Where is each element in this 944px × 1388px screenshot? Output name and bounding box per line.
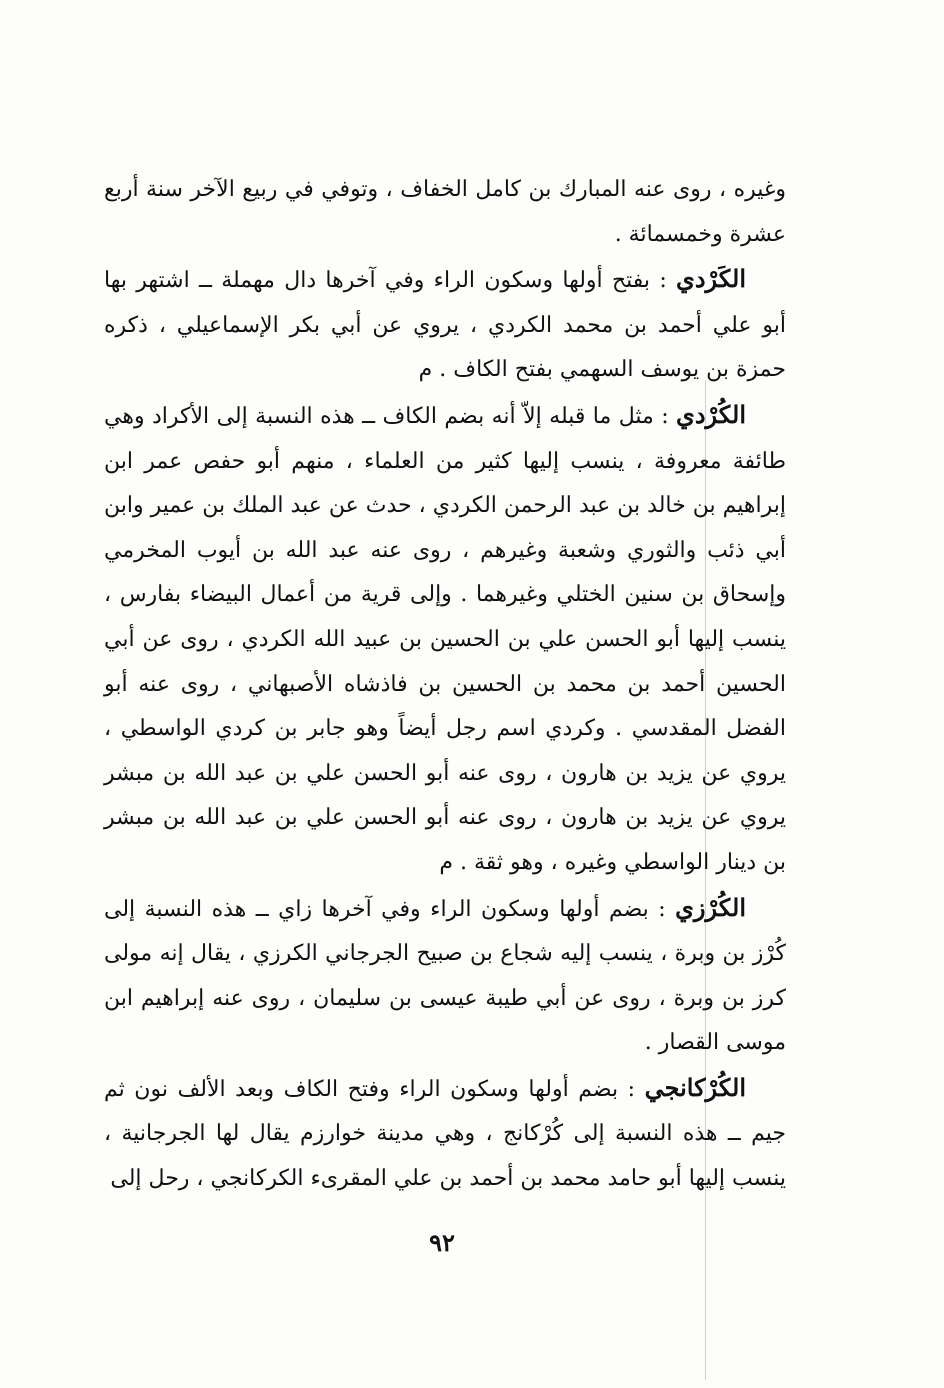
entry-headword: الكُرْكانجي xyxy=(644,1072,746,1102)
entry-text: : بضم أولها وسكون الراء وفي آخرها زاي ــ هذه النسبة إلى كُرْز بن وبرة ، ينسب إليه شجاع بن صبيح الجرجاني الكرزي ، يقال إنه مولى كرز بن وبرة ، روى عن أبي طيبة عيسى بن سليمان ، روى عنه إبراهيم ابن موسى القصار . xyxy=(104,896,786,1056)
page-number: ٩٢ xyxy=(429,1228,455,1257)
entry-al-kurkanji xyxy=(104,1066,786,1202)
entry-al-kurzi xyxy=(104,886,786,1066)
entry-text: : بضم أولها وسكون الراء وفتح الكاف وبعد الألف نون ثم جيم ــ هذه النسبة إلى كُرْكانج ، وهي مدينة خوارزم يقال لها الجرجانية ، ينسب إليها أبو حامد محمد بن أحمد بن علي المقرىء الكركانجي ، رحل إلى xyxy=(104,1076,786,1192)
entry-headword: الكَرْدي xyxy=(676,264,746,294)
entry-headword: الكُرْزي xyxy=(675,892,746,922)
entry-text: : بفتح أولها وسكون الراء وفي آخرها دال مهملة ــ اشتهر بها أبو علي أحمد بن محمد الكردي ، يروي عن أبي بكر الإسماعيلي ، ذكره حمزة بن يوسف السهمي بفتح الكاف . م xyxy=(104,268,786,383)
paragraph-text: وغيره ، روى عنه المبارك بن كامل الخفاف ، وتوفي في ربيع الآخر سنة أربع عشرة وخمسمائة . xyxy=(104,177,786,247)
entry-al-kardi xyxy=(104,257,786,393)
entry-text: : مثل ما قبله إلاّ أنه بضم الكاف ــ هذه النسبة إلى الأكراد وهي طائفة معروفة ، ينسب إليها كثير من العلماء ، منهم أبو حفص عمر ابن إبراهيم بن خالد بن عبد الرحمن الكردي ، حدث عن عبد الملك بن عمير وابن أبي ذئب والثوري وشعبة وغيرهم ، روى عنه عبد الله بن أيوب المخرمي وإسحاق بن سنين الختلي وغيرهما . وإلى قرية من أعمال البيضاء بفارس ، ينسب إليها أبو الحسن علي بن الحسين بن عبيد الله الكردي ، روى عن أبي الحسين أحمد بن محمد بن الحسين بن فاذشاه الأصبهاني ، روى عنه أبو الفضل المقدسي . وكردي اسم رجل أيضاً وهو جابر بن كردي الواسطي ، يروي عن يزيد بن هارون ، روى عنه أبو الحسن علي بن عبد الله بن مبشر يروي عن يزيد بن هارون ، روى عنه أبو الحسن علي بن عبد الله بن مبشر بن دينار الواسطي وغيره ، وهو ثقة . م xyxy=(104,403,787,875)
main-text xyxy=(104,168,786,1202)
paragraph-continuation xyxy=(104,168,786,257)
entry-al-kurdi xyxy=(104,393,786,886)
entry-headword: الكُرْدي xyxy=(676,399,746,429)
